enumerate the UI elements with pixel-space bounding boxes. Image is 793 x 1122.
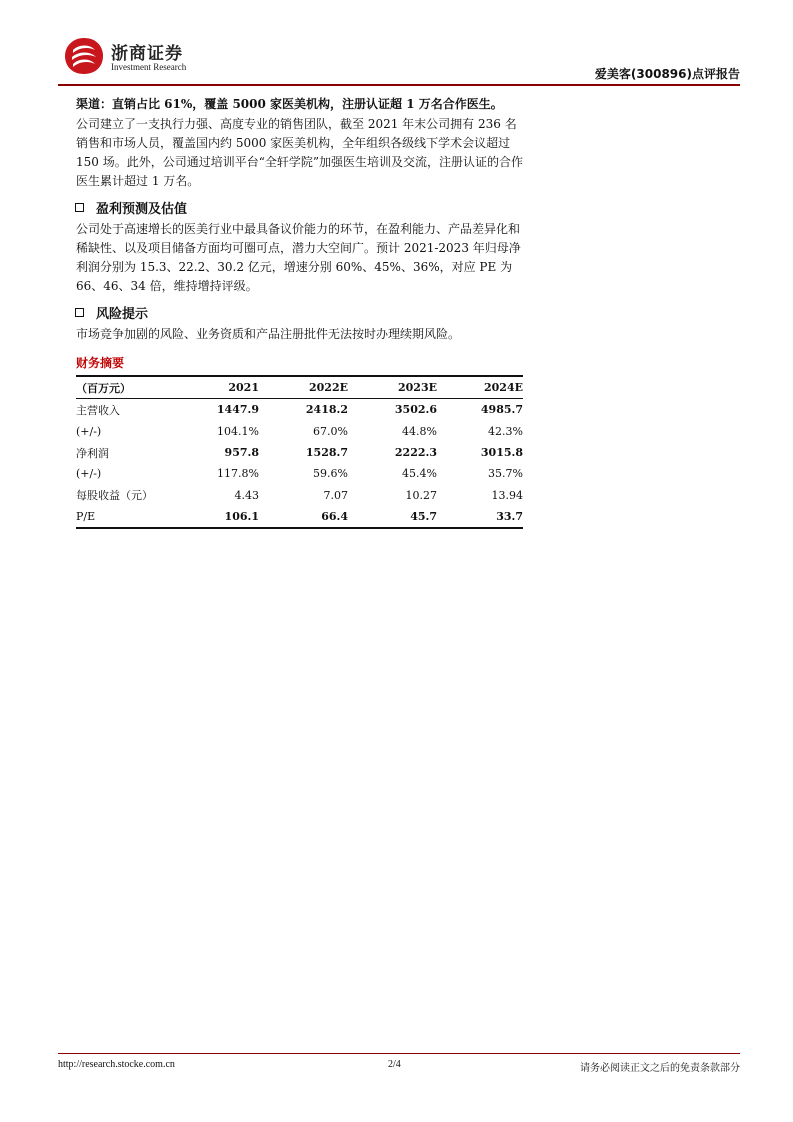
logo-brand-subtitle: Investment Research xyxy=(111,62,187,72)
financial-summary-title: 财务摘要 xyxy=(76,356,125,370)
table-row xyxy=(76,463,523,484)
table-header-cell: （百万元） xyxy=(76,376,181,399)
table-row xyxy=(76,506,523,528)
table-cell: 13.94 xyxy=(491,488,523,502)
table-header-row xyxy=(76,376,523,399)
table-cell: 42.3% xyxy=(488,424,523,438)
financial-summary-table xyxy=(76,375,523,529)
table-cell: 2418.2 xyxy=(305,403,348,417)
table-cell: 957.8 xyxy=(224,446,259,460)
table-cell: 44.8% xyxy=(402,424,437,438)
zheshang-logo-icon xyxy=(63,36,105,76)
disclaimer-note: 请务必阅读正文之后的免责条款部分 xyxy=(580,1063,740,1074)
channel-paragraph: 公司建立了一支执行力强、高度专业的销售团队，截至 2021 年末公司拥有 236 名销售和市场人员，覆盖国内约 5000 家医美机构，全年组织各级线下学术会议超过 150 场。此外，公司通过培训平台“全轩学院”加强医生培训及交流，注册认证的合作医生累计超过 1 万名。 xyxy=(76,117,523,188)
table-cell: 66.4 xyxy=(259,506,348,528)
checkbox-bullet-icon xyxy=(75,203,84,212)
table-cell: 67.0% xyxy=(313,424,348,438)
table-cell: 1447.9 xyxy=(216,403,259,417)
row-label: 每股收益（元） xyxy=(76,489,153,503)
page-header xyxy=(58,32,740,84)
table-cell: 59.6% xyxy=(313,467,348,481)
channel-heading: 渠道：直销占比 61%，覆盖 5000 家医美机构，注册认证超 1 万名合作医生。 xyxy=(76,97,503,111)
table-cell: 2222.3 xyxy=(394,446,437,460)
table-cell: 3502.6 xyxy=(394,403,437,417)
footer-divider xyxy=(58,1053,740,1054)
checkbox-bullet-icon xyxy=(75,308,84,317)
row-label: (+/-) xyxy=(76,467,102,481)
logo-brand-name: 浙商证券 xyxy=(111,44,183,64)
table-row xyxy=(76,421,523,442)
section-title: 盈利预测及估值 xyxy=(96,202,188,217)
table-header-cell: 2023E xyxy=(348,376,437,399)
table-row xyxy=(76,442,523,463)
row-label: P/E xyxy=(76,506,181,528)
table-cell: 33.7 xyxy=(437,506,523,528)
report-title: 爱美客(300896)点评报告 xyxy=(594,67,740,81)
section-heading-risk xyxy=(76,303,528,322)
table-cell: 104.1% xyxy=(217,424,259,438)
table-cell: 3015.8 xyxy=(480,446,523,460)
section-title: 风险提示 xyxy=(96,307,149,322)
table-cell: 4985.7 xyxy=(480,403,523,417)
table-header-cell: 2024E xyxy=(437,376,523,399)
table-row xyxy=(76,399,523,421)
table-cell: 45.7 xyxy=(348,506,437,528)
table-cell: 45.4% xyxy=(402,467,437,481)
footer-url-link[interactable]: http://research.stocke.com.cn xyxy=(58,1059,175,1070)
page-number: 2/4 xyxy=(388,1059,401,1070)
section-heading-forecast xyxy=(76,198,528,217)
table-cell: 1528.7 xyxy=(305,446,348,460)
risk-paragraph: 市场竞争加剧的风险、业务资质和产品注册批件无法按时办理续期风险。 xyxy=(76,327,461,341)
row-label: 净利润 xyxy=(76,446,109,460)
table-cell: 106.1 xyxy=(181,506,259,528)
table-header-cell: 2022E xyxy=(259,376,348,399)
header-divider xyxy=(58,84,740,86)
table-row xyxy=(76,484,523,505)
table-cell: 117.8% xyxy=(217,467,259,481)
table-header-cell: 2021 xyxy=(181,376,259,399)
forecast-paragraph: 公司处于高速增长的医美行业中最具备议价能力的环节，在盈利能力、产品差异化和稀缺性、以及项目储备方面均可圈可点，潜力大空间广。预计 2021-2023 年归母净利润分别为 15.3、22.2、30.2 亿元，增速分别 60%、45%、36%，对应 PE 为 66、46、34 倍，维持增持评级。 xyxy=(76,222,521,293)
row-label: 主营收入 xyxy=(76,403,120,417)
table-cell: 10.27 xyxy=(405,488,437,502)
table-cell: 35.7% xyxy=(488,467,523,481)
report-body xyxy=(76,95,528,344)
table-cell: 4.43 xyxy=(234,488,259,502)
row-label: (+/-) xyxy=(76,424,102,438)
table-cell: 7.07 xyxy=(323,488,348,502)
